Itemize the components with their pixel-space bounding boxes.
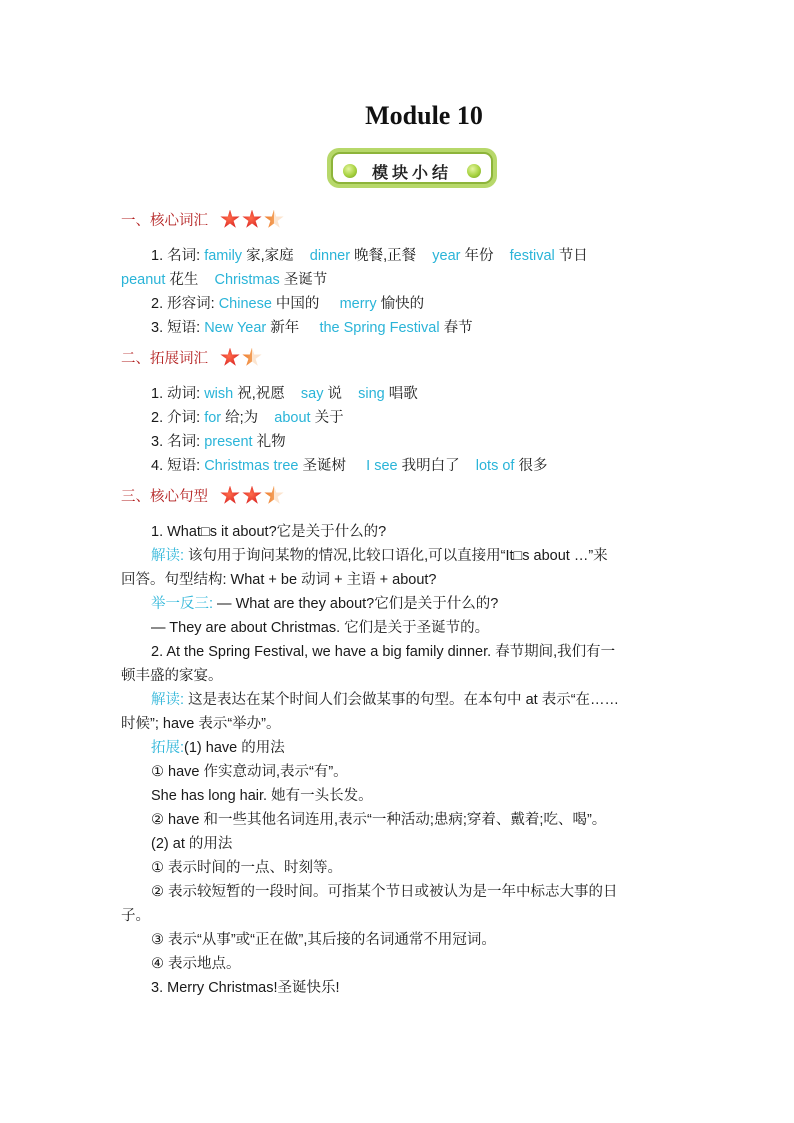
vocab-word: sing [358, 386, 385, 402]
star-icon [242, 486, 262, 506]
vocab-meaning: 家,家庭 [242, 248, 294, 264]
vocab-word: the Spring Festival [319, 320, 440, 336]
vocab-meaning: 说 [323, 386, 342, 402]
explanation-label: 解读: [151, 692, 185, 708]
extension-text: (1) have 的用法 [184, 740, 285, 756]
vocab-word: family [204, 248, 243, 264]
badge-frame [331, 152, 493, 184]
vocab-line-adjectives [151, 292, 424, 313]
vocab-word: dinner [309, 248, 351, 264]
vocab-line-nouns-2 [151, 430, 286, 451]
vocab-line-nouns [151, 244, 588, 265]
vocab-meaning: 年份 [460, 248, 494, 264]
vocab-meaning: 节日 [554, 248, 588, 264]
vocab-meaning: 晚餐,正餐 [350, 248, 417, 264]
star-icon [220, 486, 240, 506]
badge-label: 模块小结 [371, 165, 452, 182]
difficulty-stars [220, 348, 264, 368]
vocab-word: about [274, 410, 311, 426]
star-icon [220, 210, 240, 230]
sentence-2: 2. At the Spring Festival, we have a big family dinner. 春节期间,我们有一 [151, 644, 616, 660]
vocab-meaning: 很多 [514, 458, 548, 474]
explanation-text: 这是表达在某个时间人们会做某事的句型。在本句中 at 表示“在…… [184, 692, 620, 708]
explanation-label: 解读: [151, 548, 185, 564]
difficulty-stars [220, 486, 286, 506]
extension-heading [151, 736, 285, 757]
vocab-meaning: 圣诞树 [298, 458, 346, 474]
half-star-icon [242, 348, 262, 368]
vocab-meaning: 关于 [310, 410, 344, 426]
vocab-meaning: 礼物 [252, 434, 286, 450]
page-title: Module 10 [365, 101, 483, 130]
line-label: 3. 短语: [151, 320, 205, 336]
half-star-icon [264, 486, 284, 506]
at-usage-2-cont: 子。 [121, 908, 150, 924]
line-label: 1. 名词: [151, 248, 205, 264]
vocab-line-verbs [151, 382, 418, 403]
vocab-word: New Year [204, 320, 267, 336]
vocab-word: year [432, 248, 461, 264]
practice-answer: — They are about Christmas. 它们是关于圣诞节的。 [151, 620, 490, 636]
section-heading-text: 二、拓展词汇 [121, 351, 208, 367]
have-usage-2: ② have 和一些其他名词连用,表示“一种活动;患病;穿着、戴着;吃、喝”。 [151, 812, 607, 828]
section-heading-extended-vocab [121, 347, 264, 368]
section-heading-core-vocab [121, 209, 286, 230]
vocab-meaning: 祝,祝愿 [233, 386, 285, 402]
at-usage-3: ③ 表示“从事”或“正在做”,其后接的名词通常不用冠词。 [151, 932, 496, 948]
vocab-word: Chinese [218, 296, 272, 312]
at-usage-1: ① 表示时间的一点、时刻等。 [151, 860, 343, 876]
line-label: 3. 名词: [151, 434, 205, 450]
vocab-word: festival [509, 248, 555, 264]
sentence-1: 1. What□s it about?它是关于什么的? [151, 524, 387, 540]
explanation-2-cont: 时候”; have 表示“举办”。 [121, 716, 281, 732]
vocab-meaning: 圣诞节 [279, 272, 328, 288]
green-dot-icon [467, 164, 481, 178]
vocab-meaning: 愉快的 [376, 296, 425, 312]
vocab-meaning: 给;为 [221, 410, 259, 426]
practice-example [151, 592, 498, 613]
section-heading-text: 一、核心词汇 [121, 213, 208, 229]
section-heading-text: 三、核心句型 [121, 489, 208, 505]
line-label: 2. 形容词: [151, 296, 219, 312]
sentence-3: 3. Merry Christmas!圣诞快乐! [151, 980, 340, 996]
have-example: She has long hair. 她有一头长发。 [151, 788, 373, 804]
line-label: 2. 介词: [151, 410, 205, 426]
vocab-word: wish [204, 386, 234, 402]
practice-label: 举一反三: [151, 596, 214, 612]
vocab-word: lots of [475, 458, 515, 474]
vocab-word: say [300, 386, 324, 402]
star-icon [242, 210, 262, 230]
difficulty-stars [220, 210, 286, 230]
vocab-word: I see [366, 458, 398, 474]
section-heading-core-sentences [121, 485, 286, 506]
vocab-word: merry [339, 296, 377, 312]
vocab-line-phrases [151, 316, 473, 337]
vocab-line-prepositions [151, 406, 344, 427]
vocab-meaning: 春节 [439, 320, 473, 336]
practice-text: — What are they about?它们是关于什么的? [213, 596, 499, 612]
half-star-icon [264, 210, 284, 230]
at-usage-4: ④ 表示地点。 [151, 956, 241, 972]
vocab-meaning: 中国的 [271, 296, 320, 312]
explanation-1 [151, 544, 608, 565]
star-icon [220, 348, 240, 368]
vocab-meaning: 我明白了 [397, 458, 460, 474]
green-dot-icon [343, 164, 357, 178]
vocab-word: peanut [121, 272, 166, 288]
vocab-line-nouns-cont [121, 268, 327, 289]
vocab-word: present [204, 434, 253, 450]
vocab-line-phrases-2 [151, 454, 547, 475]
at-usage-heading: (2) at 的用法 [151, 836, 233, 852]
line-label: 1. 动词: [151, 386, 205, 402]
explanation-2 [151, 688, 619, 709]
explanation-text: 该句用于询问某物的情况,比较口语化,可以直接用“It□s about …”来 [184, 548, 608, 564]
sentence-2-cont: 顿丰盛的家宴。 [121, 668, 223, 684]
vocab-meaning: 新年 [266, 320, 300, 336]
vocab-word: Christmas [214, 272, 280, 288]
vocab-meaning: 唱歌 [384, 386, 418, 402]
vocab-word: Christmas tree [204, 458, 299, 474]
summary-badge [327, 148, 497, 188]
line-label: 4. 短语: [151, 458, 205, 474]
explanation-1-cont: 回答。句型结构: What + be 动词 + 主语 + about? [121, 572, 437, 588]
extension-label: 拓展: [151, 740, 185, 756]
at-usage-2: ② 表示较短暂的一段时间。可指某个节日或被认为是一年中标志大事的日 [151, 884, 618, 900]
have-usage-1: ① have 作实意动词,表示“有”。 [151, 764, 348, 780]
vocab-meaning: 花生 [165, 272, 199, 288]
vocab-word: for [204, 410, 222, 426]
